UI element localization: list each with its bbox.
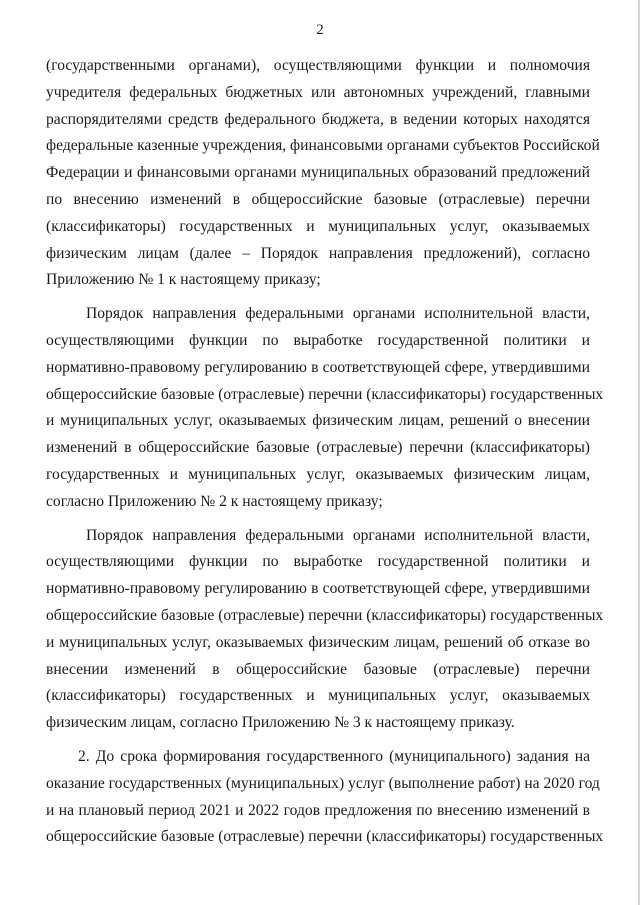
text-line: (классификаторы) государственных и муниципальных услуг, оказываемых bbox=[46, 687, 590, 705]
text-line: (государственными органами), осуществляющими функции и полномочия bbox=[46, 57, 590, 74]
text-line: Порядок направления федеральными органами исполнительной власти, bbox=[86, 526, 590, 544]
text-line: оказание государственных (муниципальных) услуг (выполнение работ) на 2020 год bbox=[46, 774, 600, 792]
text-line: распорядителями средств федерального бюджета, в ведении которых находятся bbox=[46, 110, 590, 128]
text-line: общероссийские базовые (отраслевые) перечни (классификаторы) государственных bbox=[46, 385, 604, 403]
text-line: общероссийские базовые (отраслевые) перечни (классификаторы) государственных bbox=[46, 828, 604, 846]
text-line: осуществляющими функции по выработке государственной политики и bbox=[46, 553, 590, 571]
paragraph-1 bbox=[46, 53, 600, 294]
text-line: общероссийские базовые (отраслевые) перечни (классификаторы) государственных bbox=[46, 606, 604, 624]
paragraph-3 bbox=[46, 523, 604, 737]
text-line: нормативно-правовому регулированию в соответствующей сфере, утвердившими bbox=[46, 358, 590, 376]
text-line: (классификаторы) государственных и муниципальных услуг, оказываемых bbox=[46, 217, 590, 235]
paragraph-4 bbox=[46, 744, 604, 851]
text-line: физическим лицам, согласно Приложению № 3 к настоящему приказу. bbox=[46, 714, 515, 732]
text-line: осуществляющими функции по выработке государственной политики и bbox=[46, 331, 590, 349]
text-line: физическим лицам (далее – Порядок направления предложений), согласно bbox=[46, 244, 590, 262]
text-line: государственных и муниципальных услуг, оказываемых физическим лицам, bbox=[46, 465, 590, 483]
document-body bbox=[46, 53, 604, 851]
text-line: изменений в общероссийские базовые (отраслевые) перечни (классификаторы) bbox=[46, 439, 590, 457]
text-line: Порядок направления федеральными органами исполнительной власти, bbox=[86, 305, 590, 323]
text-line: учредителя федеральных бюджетных или автономных учреждений, главными bbox=[46, 83, 590, 101]
page-number: 2 bbox=[316, 22, 324, 38]
text-line: и муниципальных услуг, оказываемых физическим лицам, решений об отказе во bbox=[46, 633, 590, 651]
text-line: Приложению № 1 к настоящему приказу; bbox=[46, 271, 321, 289]
text-line: согласно Приложению № 2 к настоящему приказу; bbox=[46, 492, 383, 510]
text-line: федеральные казенные учреждения, финансовыми органами субъектов Российской bbox=[46, 137, 600, 155]
paragraph-2 bbox=[46, 301, 604, 515]
text-line: Федерации и финансовыми органами муниципальных образований предложений bbox=[46, 164, 590, 182]
text-line: 2. До срока формирования государственного (муниципального) задания на bbox=[78, 747, 590, 765]
text-line: нормативно-правовому регулированию в соответствующей сфере, утвердившими bbox=[46, 580, 590, 598]
text-line: и на плановый период 2021 и 2022 годов предложения по внесению изменений в bbox=[46, 801, 590, 819]
text-line: внесении изменений в общероссийские базовые (отраслевые) перечни bbox=[46, 660, 590, 678]
text-line: по внесению изменений в общероссийские базовые (отраслевые) перечни bbox=[46, 190, 590, 208]
text-line: и муниципальных услуг, оказываемых физическим лицам, решений о внесении bbox=[46, 412, 590, 430]
